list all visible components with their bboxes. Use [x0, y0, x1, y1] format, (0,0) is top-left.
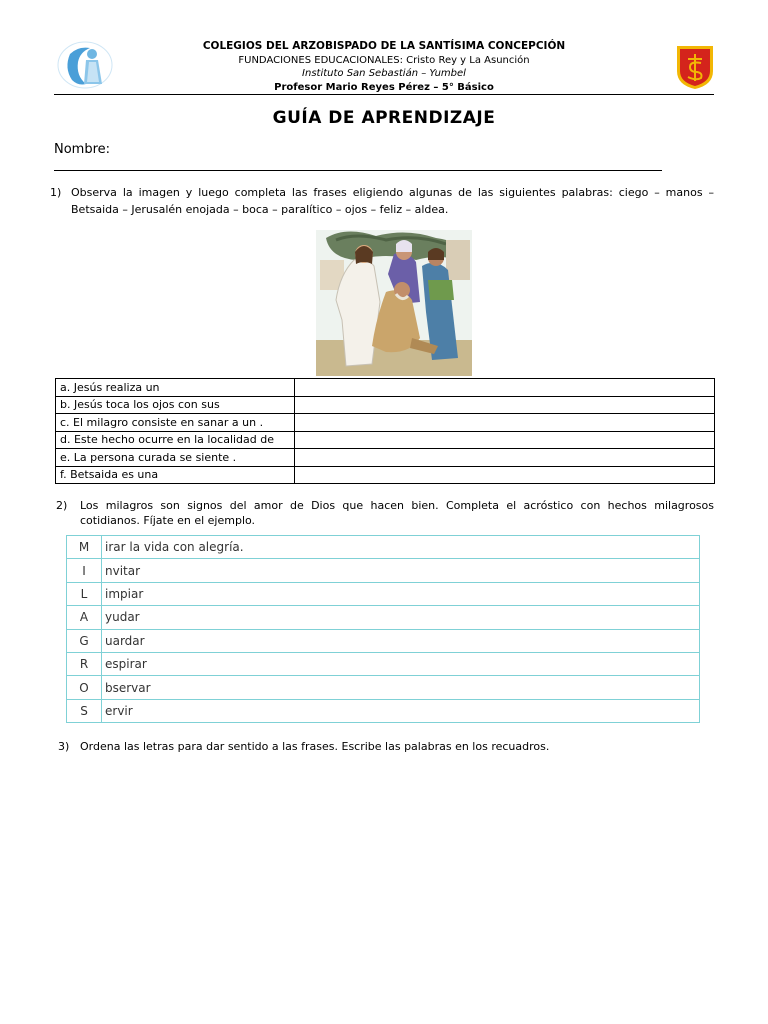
name-write-line[interactable]: [54, 170, 662, 171]
acrostic-letter: R: [67, 652, 102, 675]
table-row: [56, 396, 715, 414]
question-1-text: Observa la imagen y luego completa las frases eligiendo algunas de las siguientes palabras: ciego – manos – Betsaida – Jerusalén enojada – boca – paralítico – ojos – feliz – aldea.: [71, 186, 714, 216]
acrostic-row: [67, 582, 700, 605]
table-prompt-cell: a. Jesús realiza un: [56, 379, 295, 397]
table-row: [56, 466, 715, 484]
acrostic-row: [67, 699, 700, 722]
question-3-number: 3): [58, 740, 70, 753]
acrostic-letter: G: [67, 629, 102, 652]
table-answer-cell[interactable]: [295, 466, 715, 484]
question-3: [58, 740, 549, 753]
acrostic-letter: S: [67, 699, 102, 722]
arzobispado-logo: [56, 40, 114, 90]
acrostic-row: [67, 652, 700, 675]
table-answer-cell[interactable]: [295, 396, 715, 414]
table-answer-cell[interactable]: [295, 379, 715, 397]
table-prompt-cell: e. La persona curada se siente .: [56, 449, 295, 467]
acrostic-word[interactable]: irar la vida con alegría.: [102, 536, 700, 559]
table-prompt-cell: b. Jesús toca los ojos con sus: [56, 396, 295, 414]
school-header: [150, 40, 618, 94]
acrostic-row: [67, 559, 700, 582]
table-prompt-cell: d. Este hecho ocurre en la localidad de: [56, 431, 295, 449]
table-row: [56, 414, 715, 432]
table-answer-cell[interactable]: [295, 449, 715, 467]
header-line-3: Instituto San Sebastián – Yumbel: [302, 68, 466, 79]
table-prompt-cell: f. Betsaida es una: [56, 466, 295, 484]
acrostic-letter: A: [67, 606, 102, 629]
acrostic-letter: M: [67, 536, 102, 559]
acrostic-word[interactable]: impiar: [102, 582, 700, 605]
question-2-text: Los milagros son signos del amor de Dios que hacen bien. Completa el acróstico con hechos milagrosos cotidianos. Fíjate en el ejemplo.: [80, 499, 714, 527]
header-line-2: FUNDACIONES EDUCACIONALES: Cristo Rey y La Asunción: [238, 54, 530, 66]
question-1-number: 1): [50, 186, 62, 199]
acrostic-word[interactable]: nvitar: [102, 559, 700, 582]
table-row: [56, 449, 715, 467]
acrostic-word[interactable]: ervir: [102, 699, 700, 722]
acrostic-table: [66, 535, 700, 723]
table-answer-cell[interactable]: [295, 414, 715, 432]
header-line-1: COLEGIOS DEL ARZOBISPADO DE LA SANTÍSIMA CONCEPCIÓN: [202, 40, 566, 52]
question-2: [56, 498, 714, 528]
name-label: Nombre:: [54, 142, 111, 157]
question-1: [50, 184, 714, 218]
acrostic-letter: I: [67, 559, 102, 582]
table-answer-cell[interactable]: [295, 431, 715, 449]
acrostic-row: [67, 629, 700, 652]
acrostic-letter: O: [67, 676, 102, 699]
acrostic-word[interactable]: yudar: [102, 606, 700, 629]
acrostic-word[interactable]: bservar: [102, 676, 700, 699]
acrostic-row: [67, 536, 700, 559]
header-line-4: Profesor Mario Reyes Pérez – 5° Básico: [274, 81, 494, 93]
acrostic-word[interactable]: uardar: [102, 629, 700, 652]
acrostic-word[interactable]: espirar: [102, 652, 700, 675]
acrostic-letter: L: [67, 582, 102, 605]
table-row: [56, 379, 715, 397]
jesus-healing-illustration: [316, 230, 472, 376]
page-title: GUÍA DE APRENDIZAJE: [272, 108, 496, 128]
question-2-number: 2): [56, 499, 68, 512]
fill-in-table: [55, 378, 715, 484]
header-divider: [54, 94, 714, 95]
table-prompt-cell: c. El milagro consiste en sanar a un .: [56, 414, 295, 432]
acrostic-row: [67, 676, 700, 699]
question-3-text: Ordena las letras para dar sentido a las frases. Escribe las palabras en los recuadros.: [80, 740, 550, 753]
table-row: [56, 431, 715, 449]
acrostic-row: [67, 606, 700, 629]
school-shield-logo: [676, 45, 714, 90]
